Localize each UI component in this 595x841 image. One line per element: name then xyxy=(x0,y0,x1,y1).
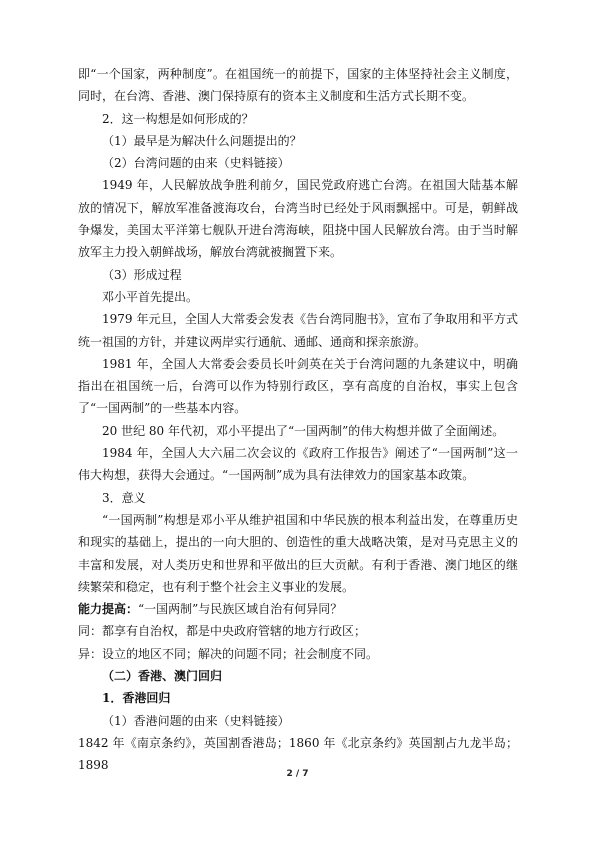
paragraph: 1979 年元旦，全国人大常委会发表《告台湾同胞书》，宣布了争取用和平方式统一祖国的方针，并建议两岸实行通航、通邮、通商和探亲旅游。 xyxy=(78,312,518,349)
paragraph: 异：设立的地区不同；解决的问题不同；社会制度不同。 xyxy=(78,646,379,661)
section-heading: （二）香港、澳门回归 xyxy=(102,669,223,684)
paragraph: 1842 年《南京条约》，英国割香港岛；1860 年《北京条约》英国割占九龙半岛；1898 xyxy=(78,735,518,773)
paragraph: 20 世纪 80 年代初，邓小平提出了“一国两制”的伟大构想并做了全面阐述。 xyxy=(102,423,505,438)
paragraph: （3）形成过程 xyxy=(102,267,182,282)
paragraph: （1）香港问题的由来（史料链接） xyxy=(102,713,290,728)
paragraph: 1981 年，全国人大常委会委员长叶剑英在关于台湾问题的九条建议中，明确指出在祖国统一后，台湾可以作为特别行政区，享有高度的自治权，事实上包含了“一国两制”的一些基本内容。 xyxy=(78,356,518,416)
paragraph: （1）最早是为解决什么问题提出的？ xyxy=(102,133,302,148)
ability-question-text: “一国两制”与民族区域自治有何异同？ xyxy=(138,602,343,617)
paragraph: 1949 年，人民解放战争胜利前夕，国民党政府逃亡台湾。在祖国大陆基本解放的情况下，解放军准备渡海攻台，台湾当时已经处于风雨飘摇中。可是，朝鲜战争爆发，美国太平洋第七舰队开进台湾海峡，阻挠中国人民解放台湾。由于当时解放军主力投入朝鲜战场，解放台湾就被搁置下来。 xyxy=(78,178,518,260)
document-body xyxy=(78,63,518,777)
page-number: 2 / 7 xyxy=(286,769,309,779)
paragraph: 邓小平首先提出。 xyxy=(102,289,199,304)
subsection-heading: 1．香港回归 xyxy=(102,691,171,706)
paragraph: 1984 年，全国人大六届二次会议的《政府工作报告》阐述了“一国两制”这一伟大构想，获得大会通过。“一国两制”成为具有法律效力的国家基本政策。 xyxy=(78,446,518,483)
paragraph: 3．意义 xyxy=(102,490,146,505)
ability-label: 能力提高： xyxy=(78,602,139,617)
ability-question xyxy=(78,598,518,620)
paragraph: （2）台湾问题的由来（史料链接） xyxy=(102,156,290,171)
paragraph: “一国两制”构想是邓小平从维护祖国和中华民族的根本利益出发，在尊重历史和现实的基础上，提出的一向大胆的、创造性的重大战略决策，是对马克思主义的丰富和发展，对人类历史和世界和平做出的巨大贡献。有利于香港、澳门地区的继续繁荣和稳定，也有利于整个社会主义事业的发展。 xyxy=(78,512,518,594)
paragraph: 同：都享有自治权，都是中央政府管辖的地方行政区； xyxy=(78,624,367,639)
paragraph: 即“一个国家，两种制度”。在祖国统一的前提下，国家的主体坚持社会主义制度，同时，在台湾、香港、澳门保持原有的资本主义制度和生活方式长期不变。 xyxy=(78,67,518,104)
paragraph: 2．这一构想是如何形成的？ xyxy=(102,111,254,126)
